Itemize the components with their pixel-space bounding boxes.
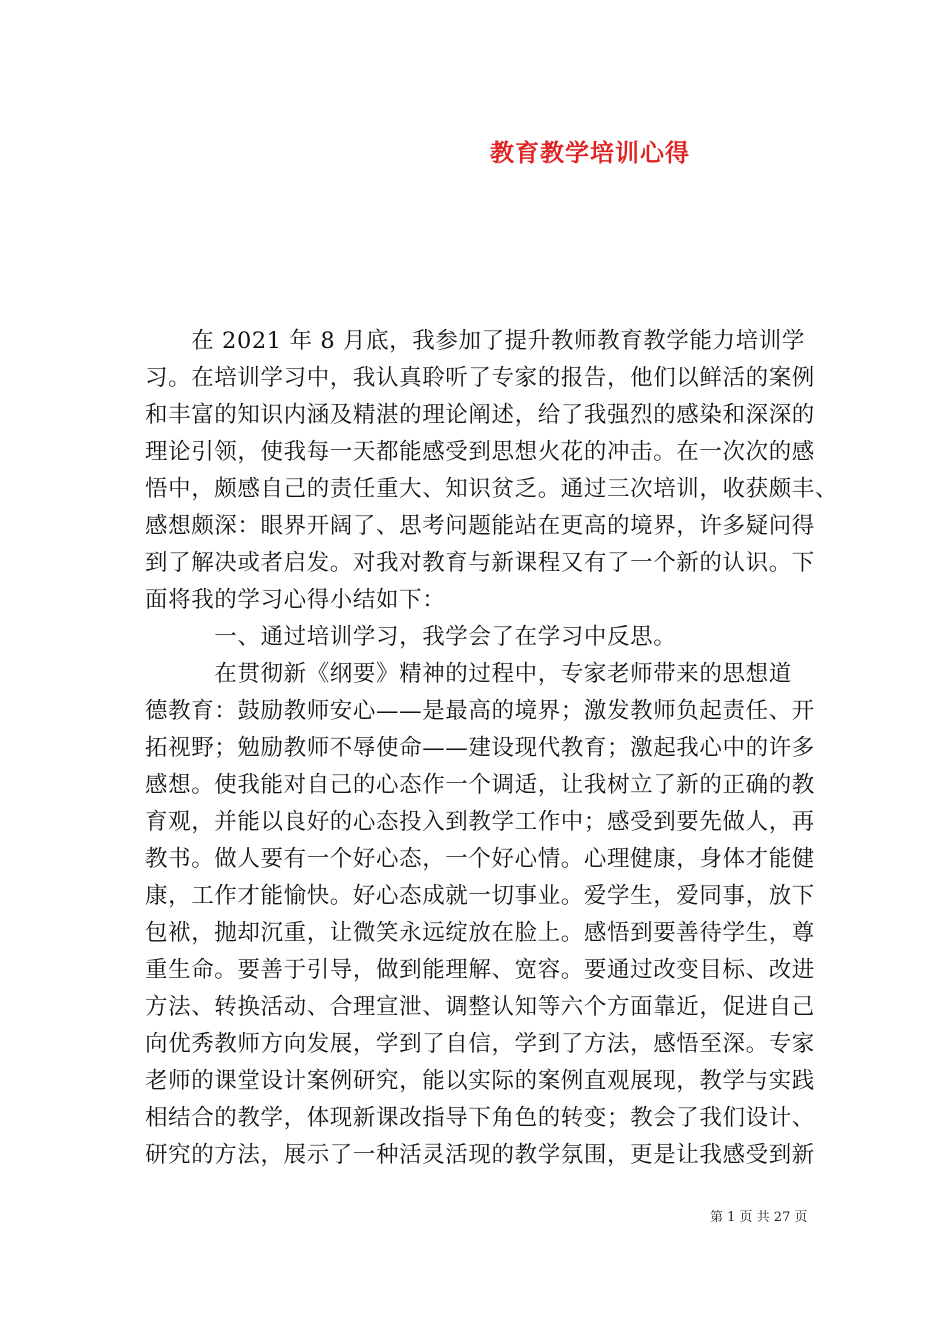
body-line: 习。在培训学习中，我认真聆听了专家的报告，他们以鲜活的案例 [145, 365, 815, 391]
section-heading: 一、通过培训学习，我学会了在学习中反思。 [145, 624, 677, 650]
body-line: 老师的课堂设计案例研究，能以实际的案例直观展现，教学与实践 [145, 1068, 815, 1094]
body-line: 到了解决或者启发。对我对教育与新课程又有了一个新的认识。下 [145, 550, 815, 576]
body-line: 拓视野；勉励教师不辱使命——建设现代教育；激起我心中的许多 [145, 735, 815, 761]
body-line: 向优秀教师方向发展，学到了自信，学到了方法，感悟至深。专家 [145, 1031, 815, 1057]
body-line: 悟中，颇感自己的责任重大、知识贫乏。通过三次培训，收获颇丰、 [145, 476, 839, 502]
body-line: 康，工作才能愉快。好心态成就一切事业。爱学生，爱同事，放下 [145, 883, 815, 909]
body-line: 面将我的学习心得小结如下： [145, 587, 446, 613]
body-line: 方法、转换活动、合理宣泄、调整认知等六个方面靠近，促进自己 [145, 994, 815, 1020]
body-line: 重生命。要善于引导，做到能理解、宽容。要通过改变目标、改进 [145, 957, 815, 983]
body-line: 理论引领，使我每一天都能感受到思想火花的冲击。在一次次的感 [145, 439, 815, 465]
body-line: 在 2021 年 8 月底，我参加了提升教师教育教学能力培训学 [145, 328, 805, 354]
body-line: 教书。做人要有一个好心态，一个好心情。心理健康，身体才能健 [145, 846, 815, 872]
page-number: 第 1 页 共 27 页 [710, 1210, 808, 1225]
body-line: 和丰富的知识内涵及精湛的理论阐述，给了我强烈的感染和深深的 [145, 402, 815, 428]
body-line: 相结合的教学，体现新课改指导下角色的转变；教会了我们设计、 [145, 1105, 815, 1131]
body-line: 在贯彻新《纲要》精神的过程中，专家老师带来的思想道 [145, 661, 792, 687]
body-line: 感想。使我能对自己的心态作一个调适，让我树立了新的正确的教 [145, 772, 815, 798]
body-line: 感想颇深：眼界开阔了、思考问题能站在更高的境界，许多疑问得 [145, 513, 815, 539]
document-title: 教育教学培训心得 [490, 138, 690, 167]
body-line: 育观，并能以良好的心态投入到教学工作中；感受到要先做人，再 [145, 809, 815, 835]
body-line: 德教育：鼓励教师安心——是最高的境界；激发教师负起责任、开 [145, 698, 815, 724]
body-line: 包袱，抛却沉重，让微笑永远绽放在脸上。感悟到要善待学生，尊 [145, 920, 815, 946]
body-line: 研究的方法，展示了一种活灵活现的教学氛围，更是让我感受到新 [145, 1142, 815, 1168]
